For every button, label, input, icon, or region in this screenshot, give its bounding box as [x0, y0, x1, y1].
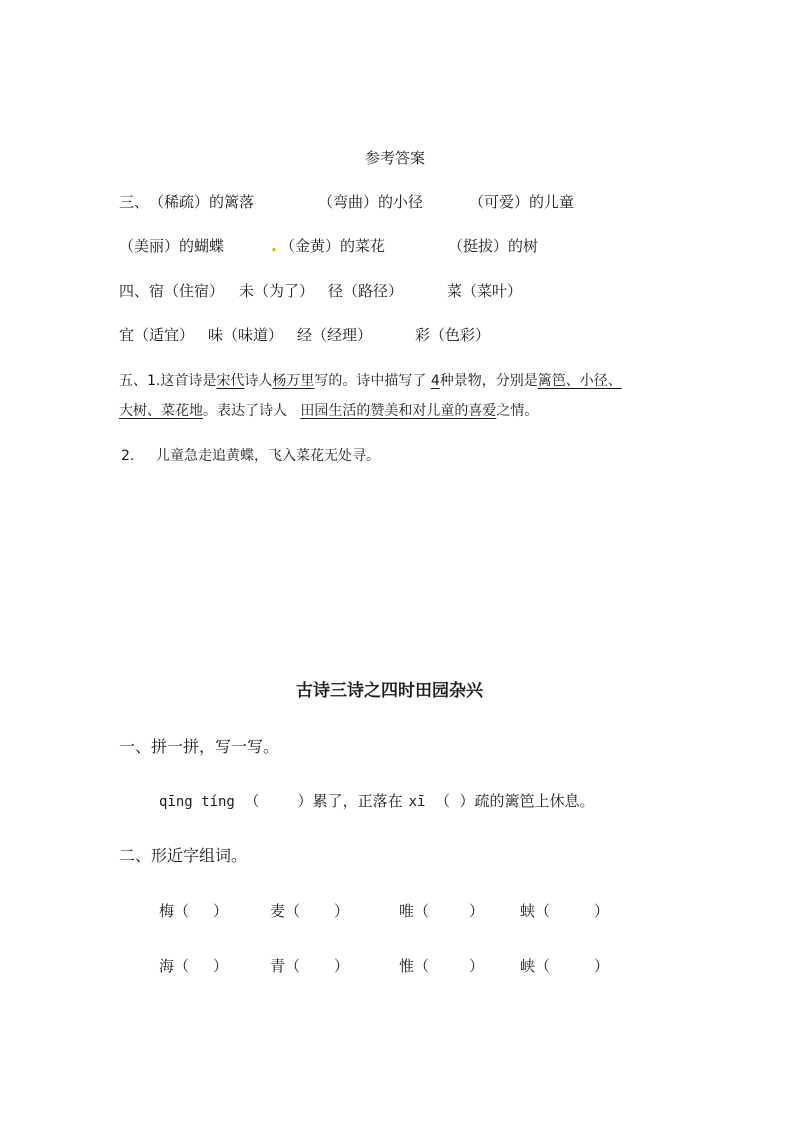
- q2-r2-c1: [159, 956, 228, 976]
- s5-t1: 诗人: [244, 373, 273, 389]
- q2-r1-c2: [270, 901, 349, 921]
- s4-r1-4: 菜（菜叶）: [447, 282, 523, 300]
- q2-paren-close: ）: [469, 902, 485, 920]
- q2-char: 梅: [159, 902, 175, 920]
- s5-dynasty: 宋代: [216, 373, 245, 389]
- q1-paren-2: （ ）: [434, 792, 475, 810]
- q2-paren-open: （: [414, 957, 430, 975]
- s5-poet: 杨万里: [272, 373, 315, 389]
- q2-paren-open: （: [535, 902, 551, 920]
- q2-r1-c3: [399, 901, 484, 921]
- answer-item-2-num: 2.: [121, 448, 135, 464]
- q2-paren-open: （: [174, 957, 190, 975]
- q2-paren-open: （: [285, 902, 301, 920]
- answers-title: 参考答案: [365, 149, 426, 167]
- s5-t3: 种景物，分别是: [439, 373, 538, 389]
- q1-end: 疏的篱笆上休息。: [474, 792, 595, 810]
- s5-count: 4: [430, 373, 440, 389]
- s5-line-2: [119, 401, 538, 421]
- s3-item-1: （稀疏）的篱落: [149, 193, 255, 211]
- q2-paren-close: ）: [334, 957, 350, 975]
- q2-paren-close: ）: [334, 902, 350, 920]
- q2-paren-open: （: [174, 902, 190, 920]
- s3-item-3: （可爱）的儿童: [469, 193, 575, 211]
- s4-r2-1: 宜（适宜）: [119, 326, 195, 344]
- s3-prefix: 三、: [119, 193, 150, 211]
- q2-char: 唯: [399, 902, 415, 920]
- q1-pinyin-line: [159, 791, 595, 812]
- q2-char: 海: [159, 957, 175, 975]
- s5-t2: 写的。诗中描写了: [314, 373, 427, 389]
- q2-paren-open: （: [535, 957, 551, 975]
- q2-r2-c2: [270, 956, 349, 976]
- s5-t5: 之情。: [496, 403, 539, 419]
- q2-char: 麦: [270, 902, 286, 920]
- q1-pinyin-1: qīng tíng: [159, 794, 235, 810]
- q2-r1-c4: [520, 901, 609, 921]
- q2-paren-open: （: [285, 957, 301, 975]
- q1-pinyin-2: xī: [408, 794, 426, 810]
- s4-r2-3: 经（经理）: [297, 326, 373, 344]
- q2-char: 蛱: [520, 902, 536, 920]
- s3-item-4: （美丽）的蝴蝶: [119, 237, 225, 255]
- q2-r2-c4: [520, 956, 609, 976]
- s5-emotion: 田园生活的赞美和对儿童的喜爱: [300, 403, 497, 419]
- s4-r2-4: 彩（色彩）: [415, 326, 491, 344]
- s5-list-2: 大树、菜花地: [119, 403, 203, 419]
- s3-item-6: （挺拔）的树: [448, 237, 539, 255]
- s4-prefix: 四、: [119, 282, 150, 300]
- s5-line-1: [119, 371, 622, 391]
- s5-prefix: 五、1.这首诗是: [119, 373, 217, 389]
- q2-heading: 二、形近字组词。: [119, 846, 248, 865]
- s3-item-5: （金黄）的菜花: [280, 237, 386, 255]
- q2-paren-close: ）: [213, 957, 229, 975]
- s3-dot: .: [271, 237, 277, 255]
- q2-char: 青: [270, 957, 286, 975]
- q2-char: 峡: [520, 957, 536, 975]
- s4-r2-2: 味（味道）: [208, 326, 284, 344]
- q2-paren-close: ）: [213, 902, 229, 920]
- q1-paren-1: （ ）: [244, 792, 313, 810]
- q2-paren-close: ）: [469, 957, 485, 975]
- q2-paren-close: ）: [594, 957, 610, 975]
- q2-char: 惟: [399, 957, 415, 975]
- q1-mid: 累了，正落在: [312, 792, 403, 810]
- s4-r1-3: 径（路径）: [328, 282, 404, 300]
- q2-r1-c1: [159, 901, 228, 921]
- s5-t4: 。表达了诗人: [203, 403, 287, 419]
- s4-r1-1: 宿（住宿）: [149, 282, 225, 300]
- q1-heading: 一、拼一拼，写一写。: [119, 737, 280, 756]
- s5-list-1: 篱笆、小径、: [537, 373, 622, 389]
- worksheet-title: 古诗三诗之四时田园杂兴: [296, 681, 483, 701]
- q2-r2-c3: [399, 956, 484, 976]
- s3-item-2: （弯曲）的小径: [318, 193, 424, 211]
- answer-item-2-text: 儿童急走追黄蝶，飞入菜花无处寻。: [156, 448, 380, 464]
- q2-paren-open: （: [414, 902, 430, 920]
- q2-paren-close: ）: [594, 902, 610, 920]
- s4-r1-2: 未（为了）: [239, 282, 315, 300]
